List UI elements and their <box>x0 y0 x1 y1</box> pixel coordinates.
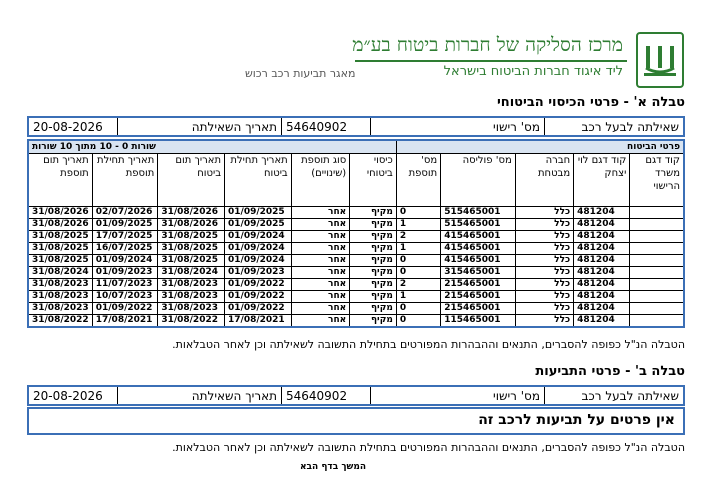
table-cell: אחר <box>291 279 349 291</box>
table-cell: 01/09/2025 <box>225 207 292 219</box>
table-cell: אחר <box>291 303 349 315</box>
column-headers <box>28 154 684 207</box>
table-cell: 31/08/2026 <box>158 207 225 219</box>
table-row <box>28 219 684 231</box>
table-cell: מקיף <box>350 303 397 315</box>
table-cell: 415465001 <box>441 231 516 243</box>
table-cell: כלל <box>515 267 573 279</box>
table-cell: 31/08/2025 <box>158 255 225 267</box>
table-cell: 481204 <box>574 279 630 291</box>
table-cell: 481204 <box>574 303 630 315</box>
table-cell: 0 <box>396 315 440 328</box>
table-cell <box>630 315 684 328</box>
table-cell: אחר <box>291 243 349 255</box>
table-cell: 0 <box>396 207 440 219</box>
table-cell: כלל <box>515 291 573 303</box>
column-header: תאריך תום תוספת <box>28 154 92 207</box>
table-cell: 01/09/2022 <box>92 303 158 315</box>
table-a-note: הטבלה הנ"ל כפופה להסברים, התנאים וההבהרות המפורטים בתחילת התשובה לשאילתה וכן לאחר הטבלאות. <box>172 338 685 351</box>
query-owner-label: שאילתה לבעל רכב <box>545 117 685 136</box>
table-cell: 481204 <box>574 231 630 243</box>
table-cell: מקיף <box>350 291 397 303</box>
column-header: תאריך תחילת ביטוח <box>225 154 292 207</box>
continued-note: המשך בדף הבא <box>300 462 367 472</box>
table-row <box>28 303 684 315</box>
table-a-title: טבלה א' - פרטי הכיסוי הביטוחי <box>496 95 685 110</box>
query-date-label: תאריך השאילתה <box>118 117 282 136</box>
column-header: קוד דגם לוי יצחק <box>574 154 630 207</box>
table-cell: 2 <box>396 231 440 243</box>
table-row <box>28 207 684 219</box>
no-claims-message: אין פרטים על תביעות לרכב זה <box>478 412 675 428</box>
query-date-value: 20-08-2026 <box>28 117 118 136</box>
table-cell: מקיף <box>350 267 397 279</box>
table-cell: אחר <box>291 255 349 267</box>
table-cell: 215465001 <box>441 279 516 291</box>
table-cell: 31/08/2022 <box>28 315 92 328</box>
table-cell: כלל <box>515 207 573 219</box>
table-cell: כלל <box>515 279 573 291</box>
column-header: מס' תוספת <box>396 154 440 207</box>
table-cell: 481204 <box>574 255 630 267</box>
table-row <box>28 267 684 279</box>
table-row <box>28 279 684 291</box>
table-cell: 515465001 <box>441 207 516 219</box>
table-cell: אחר <box>291 219 349 231</box>
insurance-rows <box>28 207 684 328</box>
table-cell: 31/08/2023 <box>28 303 92 315</box>
table-cell: 01/09/2025 <box>92 219 158 231</box>
table-cell: 01/09/2023 <box>225 267 292 279</box>
table-cell: 1 <box>396 219 440 231</box>
column-header: חברה מבטחת <box>515 154 573 207</box>
table-cell: 31/08/2025 <box>158 243 225 255</box>
rows-info: שורות 0 - 10 מתוך 10 שורות <box>28 140 396 154</box>
table-cell: 31/08/2026 <box>28 219 92 231</box>
table-cell: 01/09/2024 <box>225 231 292 243</box>
table-cell: 01/09/2022 <box>225 291 292 303</box>
column-header: כיסוי ביטוחי <box>350 154 397 207</box>
logo-emblem-icon <box>636 32 684 88</box>
table-cell: 17/08/2021 <box>225 315 292 328</box>
table-cell: 0 <box>396 303 440 315</box>
page-header <box>0 0 709 92</box>
table-cell: 11/07/2023 <box>92 279 158 291</box>
org-subtitle: ליד איגוד חברות הביטוח בישראל <box>443 64 623 79</box>
query-owner-label: שאילתה לבעל רכב <box>545 386 685 405</box>
table-cell: מקיף <box>350 255 397 267</box>
table-cell: 02/07/2026 <box>92 207 158 219</box>
table-cell: 31/08/2025 <box>28 243 92 255</box>
query-date-value: 20-08-2026 <box>28 386 118 405</box>
table-cell: מקיף <box>350 315 397 328</box>
table-cell: מקיף <box>350 231 397 243</box>
table-row <box>28 231 684 243</box>
table-cell: 10/07/2023 <box>92 291 158 303</box>
query-license-label: מס' רישוי <box>371 117 545 136</box>
table-cell: אחר <box>291 207 349 219</box>
table-b-note: הטבלה הנ"ל כפופה להסברים, התנאים וההבהרות המפורטים בתחילת התשובה לשאילתה וכן לאחר הטבלאות. <box>172 441 685 454</box>
table-cell <box>630 255 684 267</box>
table-cell <box>630 279 684 291</box>
table-cell: 31/08/2023 <box>158 279 225 291</box>
table-row <box>28 291 684 303</box>
table-cell: 31/08/2023 <box>28 279 92 291</box>
table-cell: 1 <box>396 243 440 255</box>
table-cell: אחר <box>291 315 349 328</box>
table-cell: 415465001 <box>441 243 516 255</box>
table-cell: אחר <box>291 267 349 279</box>
table-cell <box>630 267 684 279</box>
table-cell: 481204 <box>574 219 630 231</box>
table-cell: 215465001 <box>441 303 516 315</box>
table-cell: 31/08/2025 <box>28 231 92 243</box>
table-cell: 481204 <box>574 315 630 328</box>
query-license-value: 54640902 <box>282 117 371 136</box>
table-cell: מקיף <box>350 279 397 291</box>
column-header: קוד דגם משרד הרישוי <box>630 154 684 207</box>
table-cell <box>630 231 684 243</box>
table-cell: 01/09/2024 <box>92 255 158 267</box>
table-cell: 01/09/2023 <box>92 267 158 279</box>
org-name: מרכז הסליקה של חברות ביטוח בע״מ <box>352 34 623 56</box>
table-cell: 481204 <box>574 207 630 219</box>
table-row <box>28 243 684 255</box>
table-cell: 16/07/2025 <box>92 243 158 255</box>
table-cell: 17/08/2021 <box>92 315 158 328</box>
table-cell <box>630 243 684 255</box>
table-cell: כלל <box>515 231 573 243</box>
table-cell: 31/08/2022 <box>158 315 225 328</box>
table-cell: 315465001 <box>441 267 516 279</box>
column-header: מס' פוליסה <box>441 154 516 207</box>
query-date-label: תאריך השאילתה <box>118 386 282 405</box>
insurance-table <box>27 139 685 328</box>
table-cell: כלל <box>515 243 573 255</box>
column-header: תאריך תום ביטוח <box>158 154 225 207</box>
table-cell: 01/09/2024 <box>225 243 292 255</box>
table-cell: כלל <box>515 255 573 267</box>
table-cell: 481204 <box>574 291 630 303</box>
table-cell: 1 <box>396 291 440 303</box>
table-cell: אחר <box>291 231 349 243</box>
table-cell: 115465001 <box>441 315 516 328</box>
table-cell: 215465001 <box>441 291 516 303</box>
column-header: סוג תוספת (שינויים) <box>291 154 349 207</box>
table-cell <box>630 291 684 303</box>
table-cell: 31/08/2024 <box>158 267 225 279</box>
table-cell: 01/09/2022 <box>225 303 292 315</box>
table-b-title: טבלה ב' - פרטי התביעות <box>535 364 685 379</box>
repository-name: מאגר תביעות רכב רכוש <box>245 67 356 80</box>
table-cell: 415465001 <box>441 255 516 267</box>
column-header: תאריך תחילת תוספת <box>92 154 158 207</box>
table-cell: 31/08/2023 <box>28 291 92 303</box>
table-cell: מקיף <box>350 219 397 231</box>
table-cell: כלל <box>515 219 573 231</box>
table-cell: 2 <box>396 279 440 291</box>
table-cell: 31/08/2025 <box>158 231 225 243</box>
table-cell: 515465001 <box>441 219 516 231</box>
table-cell: 01/09/2025 <box>225 219 292 231</box>
table-cell: מקיף <box>350 243 397 255</box>
table-cell: כלל <box>515 303 573 315</box>
table-cell: 31/08/2023 <box>158 291 225 303</box>
table-cell: 01/09/2024 <box>225 255 292 267</box>
table-cell: 31/08/2026 <box>158 219 225 231</box>
query-license-label: מס' רישוי <box>371 386 545 405</box>
table-cell: 31/08/2025 <box>28 255 92 267</box>
table-cell: 0 <box>396 267 440 279</box>
query-license-value: 54640902 <box>282 386 371 405</box>
table-cell <box>630 303 684 315</box>
table-cell: 31/08/2024 <box>28 267 92 279</box>
no-claims-box <box>27 407 685 435</box>
table-cell: 01/09/2022 <box>225 279 292 291</box>
table-row <box>28 255 684 267</box>
table-cell: אחר <box>291 291 349 303</box>
table-a-query <box>27 116 685 137</box>
table-cell: 481204 <box>574 243 630 255</box>
table-cell: 0 <box>396 255 440 267</box>
section-label: פרטי הביטוח <box>396 140 684 154</box>
table-cell: 17/07/2025 <box>92 231 158 243</box>
table-b-query <box>27 385 685 406</box>
table-cell: כלל <box>515 315 573 328</box>
header-divider <box>355 60 627 62</box>
table-cell: 31/08/2026 <box>28 207 92 219</box>
table-row <box>28 315 684 328</box>
table-cell <box>630 219 684 231</box>
table-cell: מקיף <box>350 207 397 219</box>
table-cell: 481204 <box>574 267 630 279</box>
table-cell <box>630 207 684 219</box>
table-cell: 31/08/2023 <box>158 303 225 315</box>
